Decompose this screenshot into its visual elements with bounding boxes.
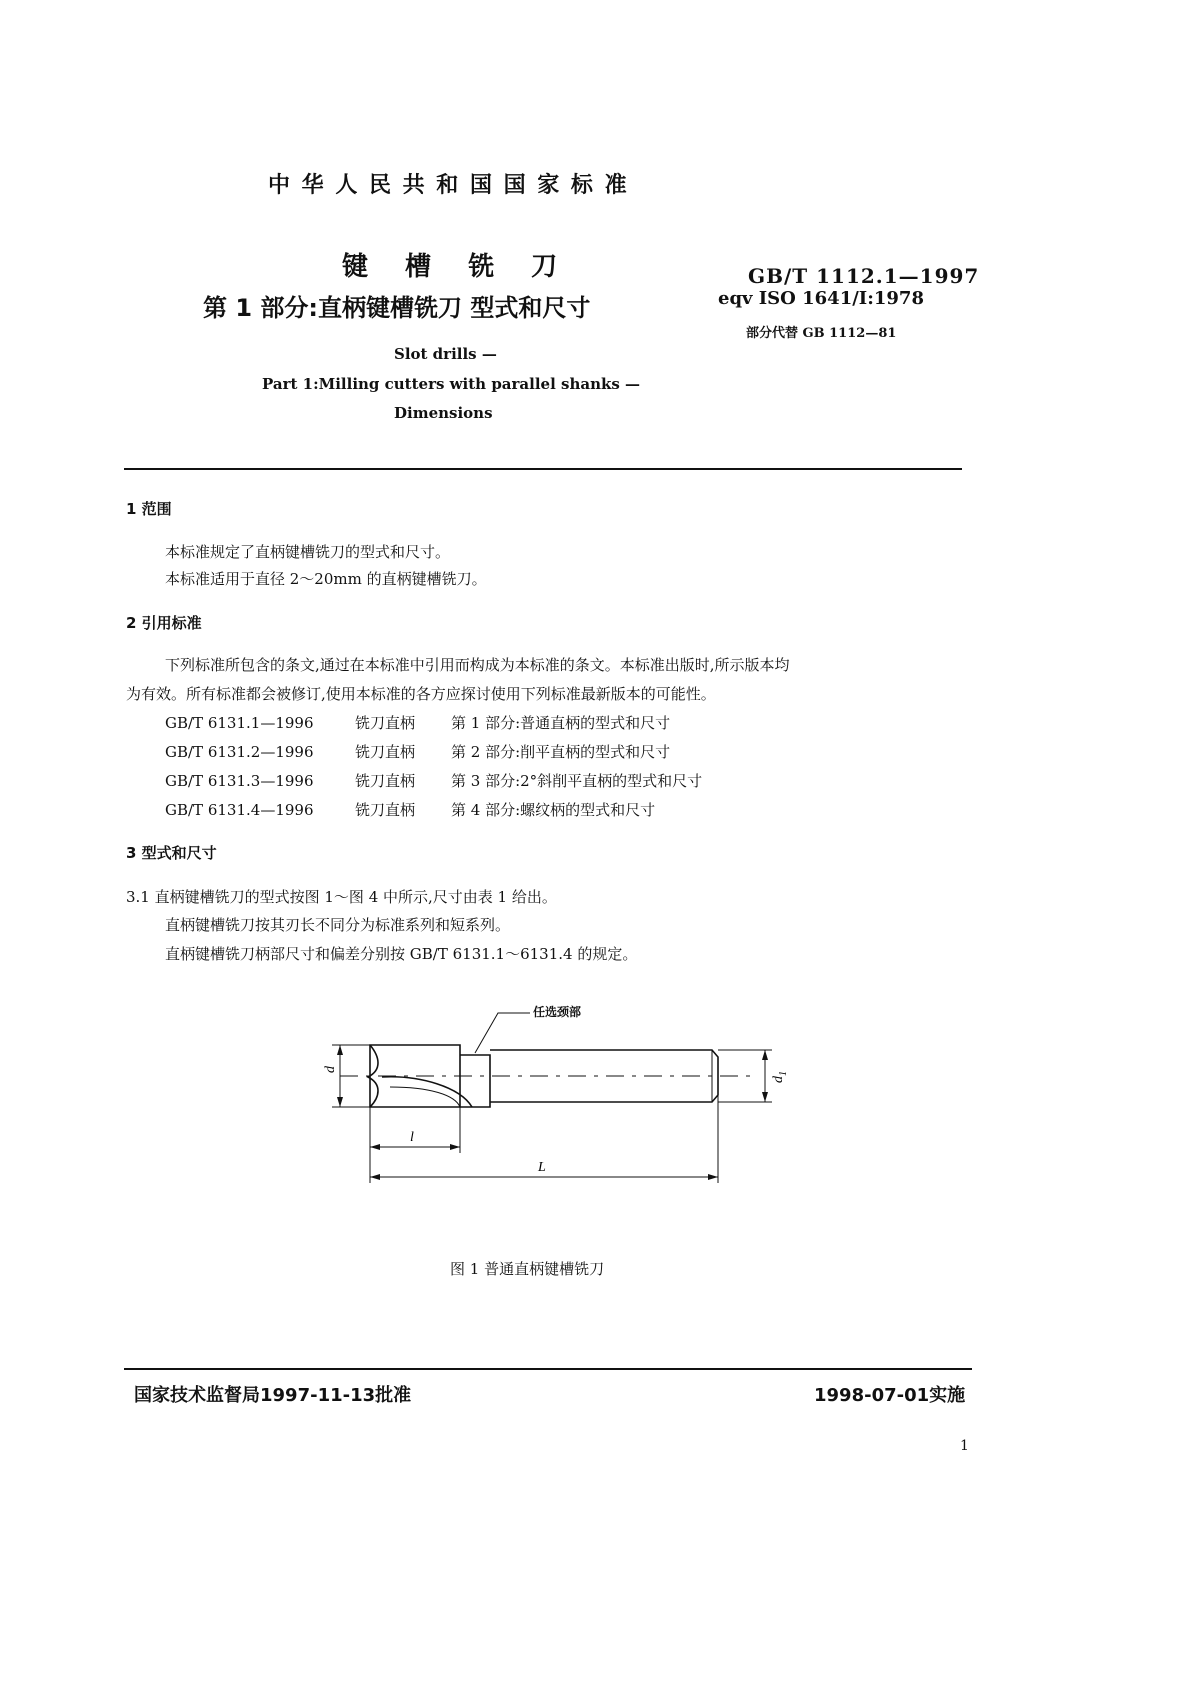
reference-item [165,770,702,791]
reference-name: 铣刀直柄 [355,801,416,819]
neck-label: 任选颈部 [533,1005,582,1019]
footer-divider [124,1368,972,1370]
l-arrow-right [450,1144,460,1150]
approval-date: 国家技术监督局1997-11-13批准 [134,1385,412,1406]
replaces-standard: 部分代替 GB 1112—81 [746,326,897,341]
figure-1-caption: 图 1 普通直柄键槽铣刀 [450,1260,605,1278]
reference-part: 第 1 部分:普通直柄的型式和尺寸 [451,714,671,732]
section-2-para-line2: 为有效。所有标准都会被修订,使用本标准的各方应探讨使用下列标准最新版本的可能性。 [126,685,716,703]
title-cn-line1: 键 槽 铣 刀 [342,252,572,282]
section-1-heading: 1 范围 [126,500,172,518]
section-1-para-1: 本标准规定了直柄键槽铣刀的型式和尺寸。 [165,543,451,561]
label-d1: $d_1$ [771,1071,789,1083]
d1-arrow-top [762,1050,768,1060]
reference-item [165,741,670,762]
page-number: 1 [960,1438,969,1454]
flute-curve-inner [390,1087,460,1107]
reference-part: 第 2 部分:削平直柄的型式和尺寸 [451,743,671,761]
section-3-heading: 3 型式和尺寸 [126,844,217,862]
d-arrow-top [337,1045,343,1055]
neck-leader-line [475,1013,530,1053]
national-standard-title: 中 华 人 民 共 和 国 国 家 标 准 [268,173,629,198]
label-L: L [538,1160,546,1175]
reference-item [165,712,670,733]
title-en-line1: Slot drills — [394,345,497,363]
d-arrow-bottom [337,1097,343,1107]
reference-part: 第 3 部分:2°斜削平直柄的型式和尺寸 [451,772,703,790]
flute-curve [382,1077,472,1107]
section-2-heading: 2 引用标准 [126,614,202,632]
reference-name: 铣刀直柄 [355,714,416,732]
l-arrow-left [370,1144,380,1150]
title-en-line2: Part 1:Milling cutters with parallel shanks — [262,375,641,393]
implementation-date: 1998-07-01实施 [814,1385,966,1406]
d1-arrow-bottom [762,1092,768,1102]
standard-number: GB/T 1112.1—1997 [748,264,980,288]
header-divider [124,468,962,470]
reference-name: 铣刀直柄 [355,743,416,761]
figure-1-drawing [320,995,790,1195]
reference-part: 第 4 部分:螺纹柄的型式和尺寸 [451,801,656,819]
section-3-1-para-2: 直柄键槽铣刀按其刃长不同分为标准系列和短系列。 [165,916,511,934]
label-d: d [323,1066,338,1073]
label-l: l [410,1130,414,1145]
reference-code: GB/T 6131.3—1996 [165,772,314,790]
title-en-line3: Dimensions [394,404,493,422]
reference-code: GB/T 6131.4—1996 [165,801,314,819]
reference-item [165,799,655,820]
section-2-para-line1: 下列标准所包含的条文,通过在本标准中引用而构成为本标准的条文。本标准出版时,所示版本均 [165,656,790,674]
reference-code: GB/T 6131.1—1996 [165,714,314,732]
L-arrow-right [708,1174,718,1180]
section-1-para-2: 本标准适用于直径 2～20mm 的直柄键槽铣刀。 [165,570,487,588]
reference-name: 铣刀直柄 [355,772,416,790]
L-arrow-left [370,1174,380,1180]
section-3-1-para-3: 直柄键槽铣刀柄部尺寸和偏差分别按 GB/T 6131.1～6131.4 的规定。 [165,945,638,963]
reference-code: GB/T 6131.2—1996 [165,743,314,761]
equivalent-standard: eqv ISO 1641/Ⅰ:1978 [718,288,924,309]
title-cn-line2: 第 1 部分:直柄键槽铣刀 型式和尺寸 [203,294,591,322]
section-3-1-para-1: 3.1 直柄键槽铣刀的型式按图 1～图 4 中所示,尺寸由表 1 给出。 [126,888,557,906]
